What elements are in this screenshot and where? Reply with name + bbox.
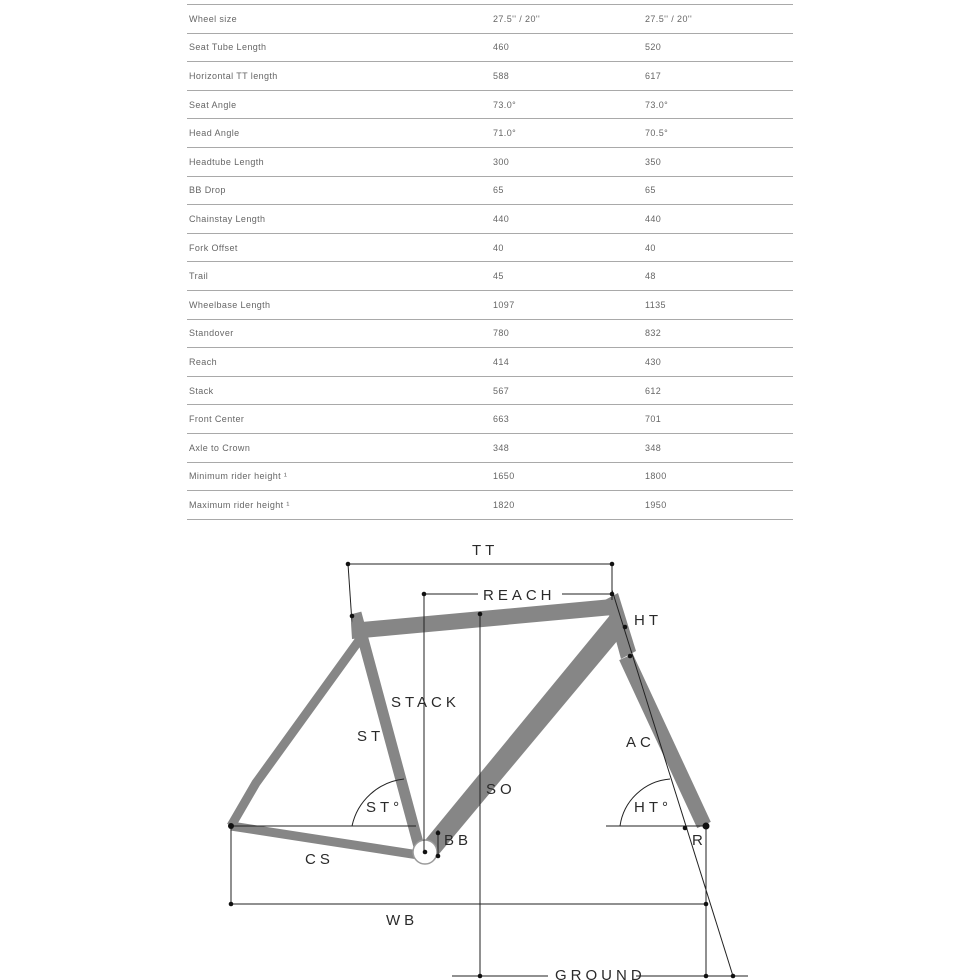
size-a-value: 73.0°: [493, 99, 517, 110]
size-b-value: 40: [645, 242, 656, 253]
table-row: [187, 33, 793, 62]
table-row: [187, 119, 793, 148]
row-label: Headtube Length: [189, 156, 265, 167]
size-b-value: 520: [645, 42, 662, 53]
dot: [229, 902, 234, 907]
size-b-value: 73.0°: [645, 99, 669, 110]
size-b-value: 348: [645, 442, 662, 453]
size-b-value: 832: [645, 328, 662, 339]
row-label: Trail: [189, 271, 209, 282]
row-label: Wheel size: [189, 13, 238, 24]
row-label: Maximum rider height ¹: [189, 499, 290, 510]
size-a-value: 460: [493, 42, 510, 53]
ac-label: AC: [626, 734, 655, 751]
size-a-value: 300: [493, 156, 510, 167]
dot: [623, 625, 628, 630]
size-a-value: 40: [493, 242, 504, 253]
dot: [350, 614, 355, 619]
st-angle-label: ST°: [366, 799, 404, 816]
dot: [704, 902, 709, 907]
size-b-value: 27.5'' / 20'': [645, 13, 693, 24]
row-label: Minimum rider height ¹: [189, 471, 288, 482]
table-row: [187, 90, 793, 119]
dot: [436, 854, 441, 859]
table-row: [187, 176, 793, 205]
wb-label: WB: [386, 912, 419, 929]
size-b-value: 65: [645, 185, 656, 196]
dot: [422, 592, 427, 597]
size-b-value: 1800: [645, 471, 667, 482]
size-b-value: 430: [645, 356, 662, 367]
ground-label: GROUND: [555, 967, 646, 980]
bike-geometry-diagram: [0, 530, 980, 980]
size-a-value: 1820: [493, 499, 515, 510]
table-row: [187, 147, 793, 176]
size-a-value: 780: [493, 328, 510, 339]
rear-axle-dot: [228, 823, 234, 829]
dot: [436, 831, 441, 836]
size-b-value: 701: [645, 414, 662, 425]
bb-label: BB: [444, 832, 473, 849]
dot: [704, 974, 709, 979]
table-row: [187, 433, 793, 462]
dot: [478, 974, 483, 979]
row-label: Wheelbase Length: [189, 299, 271, 310]
size-a-value: 45: [493, 271, 504, 282]
table-row: [187, 491, 793, 520]
table-row: [187, 5, 793, 34]
row-label: Standover: [189, 328, 234, 339]
table-row: [187, 290, 793, 319]
row-label: Horizontal TT length: [189, 70, 278, 81]
size-a-value: 348: [493, 442, 510, 453]
size-a-value: 1097: [493, 299, 515, 310]
row-label: Fork Offset: [189, 242, 238, 253]
row-label: Front Center: [189, 414, 245, 425]
bb-center-dot: [423, 850, 428, 855]
table-row: [187, 319, 793, 348]
size-a-value: 27.5'' / 20'': [493, 13, 541, 24]
ht-angle-label: HT°: [634, 799, 672, 816]
size-b-value: 1135: [645, 299, 666, 310]
size-a-value: 71.0°: [493, 128, 517, 139]
row-label: Chainstay Length: [189, 213, 266, 224]
size-b-value: 617: [645, 70, 662, 81]
dot: [731, 974, 736, 979]
dot: [610, 592, 615, 597]
top-tube: [351, 599, 613, 639]
table-row: [187, 233, 793, 262]
tt-label: TT: [472, 542, 499, 559]
dot: [346, 562, 351, 567]
size-b-value: 1950: [645, 499, 667, 510]
size-b-value: 350: [645, 156, 662, 167]
geometry-table: [187, 4, 793, 520]
size-b-value: 440: [645, 213, 662, 224]
size-b-value: 612: [645, 385, 662, 396]
size-a-value: 663: [493, 414, 510, 425]
dot: [628, 654, 633, 659]
row-label: Reach: [189, 356, 218, 367]
row-label: BB Drop: [189, 185, 226, 196]
frame: [231, 593, 704, 864]
table-row: [187, 205, 793, 234]
dot: [478, 612, 483, 617]
table-row: [187, 405, 793, 434]
size-a-value: 414: [493, 356, 510, 367]
size-a-value: 1650: [493, 471, 515, 482]
row-label: Head Angle: [189, 128, 240, 139]
dot: [683, 826, 688, 831]
reach-label: REACH: [483, 587, 556, 604]
size-b-value: 48: [645, 271, 656, 282]
table-row: [187, 462, 793, 491]
geometry-table-body: [187, 5, 793, 520]
down-tube: [417, 614, 628, 860]
size-a-value: 588: [493, 70, 510, 81]
dot: [610, 562, 615, 567]
size-a-value: 440: [493, 213, 510, 224]
seat-stay: [231, 628, 368, 826]
size-a-value: 567: [493, 385, 510, 396]
row-label: Seat Angle: [189, 99, 237, 110]
row-label: Stack: [189, 385, 214, 396]
row-label: Seat Tube Length: [189, 42, 267, 53]
cs-label: CS: [305, 851, 334, 868]
front-axle-dot: [703, 823, 710, 830]
table-row: [187, 348, 793, 377]
steering-axis-line: [612, 590, 733, 976]
table-row: [187, 262, 793, 291]
so-label: SO: [486, 781, 516, 798]
stack-label: STACK: [391, 694, 460, 711]
table-row: [187, 62, 793, 91]
st-label: ST: [357, 728, 385, 745]
size-b-value: 70.5°: [645, 128, 669, 139]
ht-label: HT: [634, 612, 662, 629]
r-label: R: [692, 832, 707, 849]
size-a-value: 65: [493, 185, 504, 196]
table-row: [187, 376, 793, 405]
row-label: Axle to Crown: [189, 442, 251, 453]
